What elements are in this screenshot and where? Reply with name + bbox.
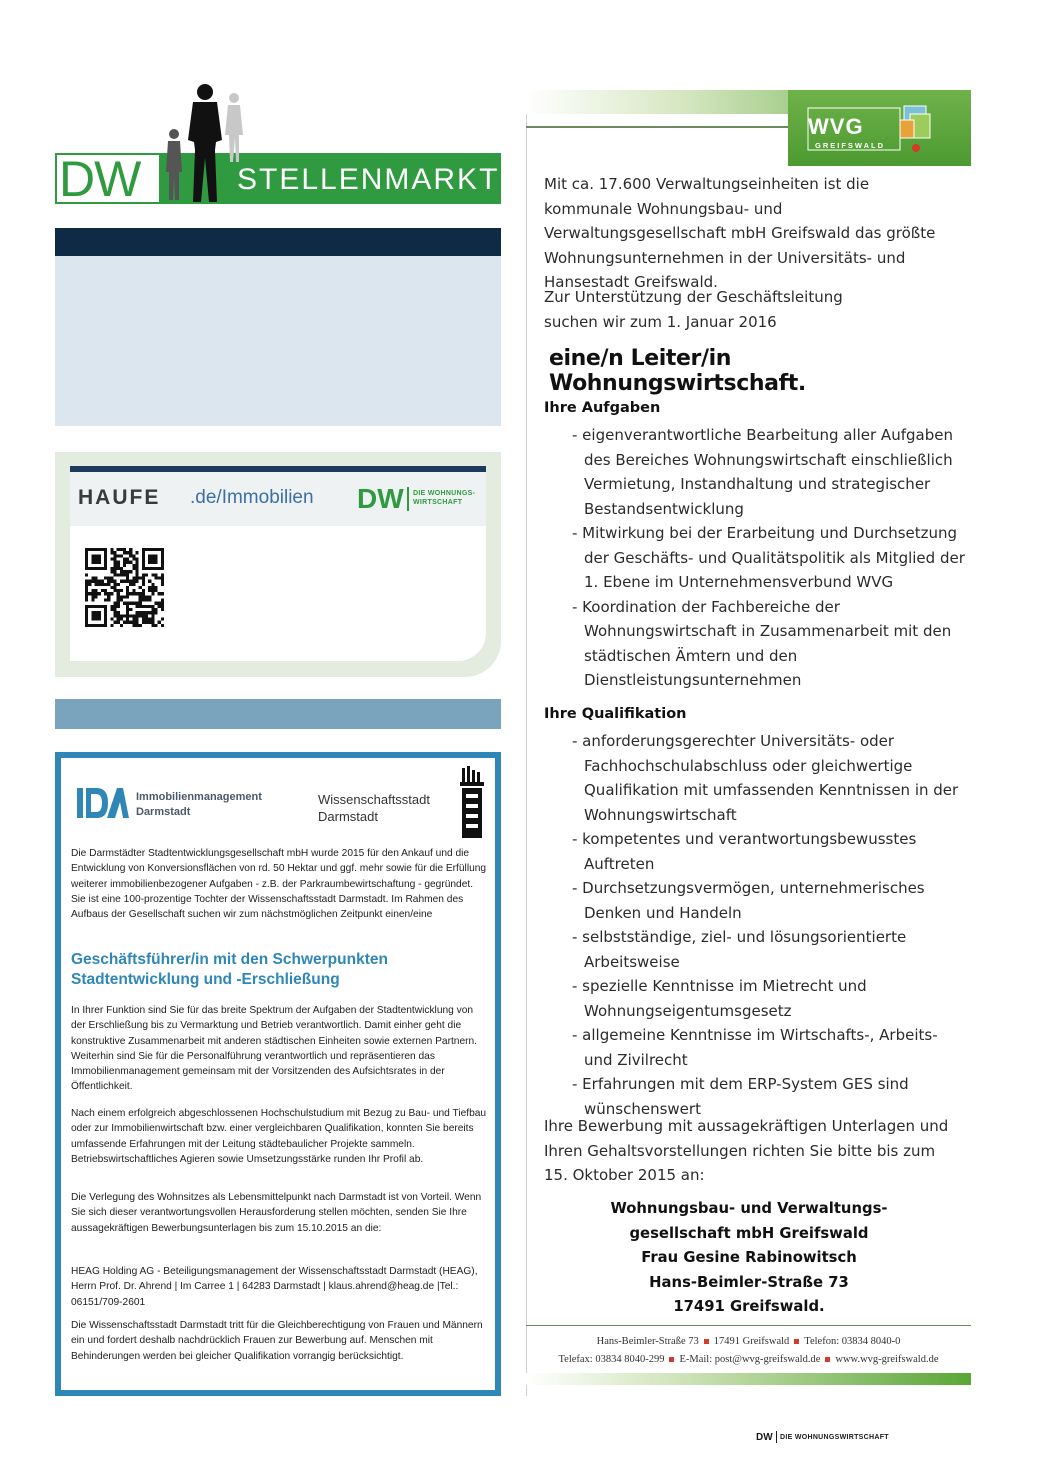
ida-org-name-line1: Immobilienmanagement xyxy=(136,791,262,803)
ida-paragraph-profile: Nach einem erfolgreich abgeschlossenen Hochschulstudium mit Bezug zu Bau- und Tiefbau oder zur Immobilienwirtschaft bzw. einer vergleichbaren Qualifikation, konnten Sie bereits umfassende Erfahrungen mit der Leitung städtebaulicher Projekte sammeln. Betriebswirtschaftliches Agieren sowie Umsetzungsstärke runden Ihr Profil ab. xyxy=(71,1108,487,1165)
dw-logo-sub1: DIE WOHNUNGS- xyxy=(413,490,476,497)
wissenschaftsstadt-name-line2: Darmstadt xyxy=(318,809,378,824)
navy-bar xyxy=(55,228,501,256)
header-dw-logo: DW xyxy=(59,151,141,207)
footer-publication-name: DIE WOHNUNGSWIRTSCHAFT xyxy=(780,1434,889,1441)
wvg-address-block xyxy=(544,1197,954,1320)
list-item: - selbstständige, ziel- und lösungsorientierte Arbeitsweise xyxy=(572,928,907,971)
steel-blue-bar xyxy=(55,699,501,729)
wvg-logo-text: WVG xyxy=(808,114,864,139)
dw-logo-sub2: WIRTSCHAFT xyxy=(413,499,463,506)
haufe-brand-logo[interactable]: HAUFE xyxy=(78,486,161,509)
header-title: STELLENMARKT xyxy=(237,163,500,196)
dw-logo: DW xyxy=(357,483,404,514)
wvg-footer-street: Hans-Beimler-Straße 73 xyxy=(596,1336,699,1347)
footer-dw-logo: DW xyxy=(756,1432,773,1443)
wvg-footer-phone: Telefon: 03834 8040-0 xyxy=(804,1336,901,1347)
wvg-support-line2: suchen wir zum 1. Januar 2016 xyxy=(544,312,777,331)
qr-code-icon[interactable] xyxy=(85,548,164,627)
wedding-tower-emblem-icon xyxy=(458,766,486,838)
wvg-tasks-heading: Ihre Aufgaben xyxy=(544,400,661,416)
wvg-footer-web[interactable]: www.wvg-greifswald.de xyxy=(835,1354,939,1365)
address-line: Wohnungsbau- und Verwaltungs- xyxy=(610,1200,888,1217)
wvg-footer-row2 xyxy=(526,1354,971,1365)
ida-logo-icon xyxy=(77,786,129,820)
ida-paragraph-application: Die Verlegung des Wohnsitzes als Lebensmittelpunkt nach Darmstadt ist von Vorteil. Wenn Sie sich dieser verantwortungsvollen Herausforderung stellen möchten, senden Sie Ihre aussagekräftigen Bewerbungsunterlagen bis zum 15.10.2015 an die: xyxy=(71,1192,482,1234)
dw-logo-separator xyxy=(407,487,409,511)
haufe-domain[interactable]: .de/Immobilien xyxy=(190,487,314,508)
wvg-job-title: eine/n Leiter/in Wohnungswirtschaft. xyxy=(549,346,806,396)
list-item: - eigenverantwortliche Bearbeitung aller Aufgaben des Bereiches Wohnungswirtschaft einschließlich Vermietung, Instandhaltung und strategischer Bestandsentwicklung xyxy=(572,426,953,518)
address-line: Frau Gesine Rabinowitsch xyxy=(641,1249,857,1266)
list-item: - kompetentes und verantwortungsbewusstes Auftreten xyxy=(572,830,917,873)
list-item: - anforderungsgerechter Universitäts- oder Fachhochschulabschluss oder gleichwertige Qualifikation mit umfassenden Kenntnissen in der Wohnungswirtschaft xyxy=(572,732,959,824)
bullet-square-icon xyxy=(704,1339,709,1344)
wvg-application-text: Ihre Bewerbung mit aussagekräftigen Unterlagen und Ihren Gehaltsvorstellungen richten Sie bitte bis zum 15. Oktober 2015 an: xyxy=(544,1117,949,1184)
wvg-footer-row1 xyxy=(526,1336,971,1347)
wvg-bottom-gradient-bar xyxy=(526,1373,971,1385)
ida-paragraph-equality: Die Wissenschaftsstadt Darmstadt tritt für die Gleichberechtigung von Frauen und Männern ein und fordert deshalb nachdrücklich Frauen zur Bewerbung auf. Menschen mit Behinderungen werden bei gleicher Qualifikation vorrangig berücksichtigt. xyxy=(71,1320,483,1362)
ida-org-name-line2: Darmstadt xyxy=(136,806,191,818)
stellenmarkt-header xyxy=(55,80,501,205)
list-item: - spezielle Kenntnisse im Mietrecht und Wohnungseigentumsgesetz xyxy=(572,977,867,1020)
bullet-square-icon xyxy=(669,1357,674,1362)
ida-job-title: Geschäftsführer/in mit den Schwerpunkten Stadtentwicklung und -Erschließung xyxy=(71,951,388,988)
wissenschaftsstadt-name-line1: Wissenschaftsstadt xyxy=(318,792,430,807)
wvg-footer-email[interactable]: E-Mail: post@wvg-greifswald.de xyxy=(679,1354,821,1365)
address-line: 17491 Greifswald. xyxy=(673,1298,825,1315)
address-line: gesellschaft mbH Greifswald xyxy=(629,1224,869,1242)
wvg-tasks-list xyxy=(572,423,967,693)
wvg-support-text xyxy=(544,285,954,334)
footer-separator xyxy=(776,1431,777,1443)
bullet-square-icon xyxy=(825,1357,830,1362)
list-item: - Durchsetzungsvermögen, unternehmerisches Denken und Handeln xyxy=(572,879,925,922)
wvg-intro-text: Mit ca. 17.600 Verwaltungseinheiten ist die kommunale Wohnungsbau- und Verwaltungsgesellschaft mbH Greifswald das größte Wohnungsunternehmen in der Universitäts- und Hansestadt Greifswald. xyxy=(544,175,936,291)
list-item: - Koordination der Fachbereiche der Wohnungswirtschaft in Zusammenarbeit mit den städtischen Ämtern und den Dienstleistungsunternehmen xyxy=(572,597,952,689)
list-item: - Erfahrungen mit dem ERP-System GES sind wünschenswert xyxy=(572,1075,909,1118)
wvg-support-line1: Zur Unterstützung der Geschäftsleitung xyxy=(544,288,843,306)
wvg-footer-city: 17491 Greifswald xyxy=(713,1336,790,1347)
bullet-square-icon xyxy=(794,1339,799,1344)
ida-intro-text: Die Darmstädter Stadtentwicklungsgesellschaft mbH wurde 2015 für den Ankauf und die Entwicklung von Konversionsflächen von rd. 50 Hektar und ggf. mehr sowie für die Erfüllung weiterer immobilienbezogener Aufgaben - z.B. der Parkraumbewirtschaftung - gegründet. Sie ist eine 100-prozentige Tochter der Wissenschaftsstadt Darmstadt. Im Rahmen des Aufbaus der Gesellschaft suchen wir zum nächstmöglichen Zeitpunkt einen/eine xyxy=(71,848,487,921)
list-item: - allgemeine Kenntnisse im Wirtschafts-, Arbeits- und Zivilrecht xyxy=(572,1026,938,1069)
wvg-footer-line xyxy=(526,1325,971,1326)
wvg-qualification-list xyxy=(572,729,967,1121)
wvg-qualification-heading: Ihre Qualifikation xyxy=(544,706,687,722)
list-item: - Mitwirkung bei der Erarbeitung und Durchsetzung der Geschäfts- und Qualitätspolitik als Mitglied der 1. Ebene im Unternehmensverbund WVG xyxy=(572,524,965,591)
wvg-footer-fax: Telefax: 03834 8040-299 xyxy=(558,1354,665,1365)
ida-paragraph-contact: HEAG Holding AG - Beteiligungsmanagement der Wissenschaftsstadt Darmstadt (HEAG), Herrn Prof. Dr. Ahrend | Im Carree 1 | 64283 Darmstadt | klaus.ahrend@heag.de |Tel.: 06151/709-2601 xyxy=(71,1266,478,1308)
wvg-logo-subtitle: GREIFSWALD xyxy=(815,141,885,150)
address-line: Hans-Beimler-Straße 73 xyxy=(649,1273,849,1291)
light-info-block xyxy=(55,256,501,426)
wvg-top-line xyxy=(526,126,790,128)
qr-modules xyxy=(85,548,164,627)
ida-paragraph-tasks: In Ihrer Funktion sind Sie für das breite Spektrum der Aufgaben der Stadtentwicklung von der Erschließung bis zu Vermarktung und Betrieb verantwortlich. Damit einher geht die konstruktive Zusammenarbeit mit anderen städtischen Einheiten sowie externen Partnern. Weiterhin sind Sie für die Personalführung verantwortlich und repräsentieren das Immobilienmanagement gemeinsam mit der Vorsitzenden des Aufsichtsrates in der Öffentlichkeit. xyxy=(71,1005,478,1093)
